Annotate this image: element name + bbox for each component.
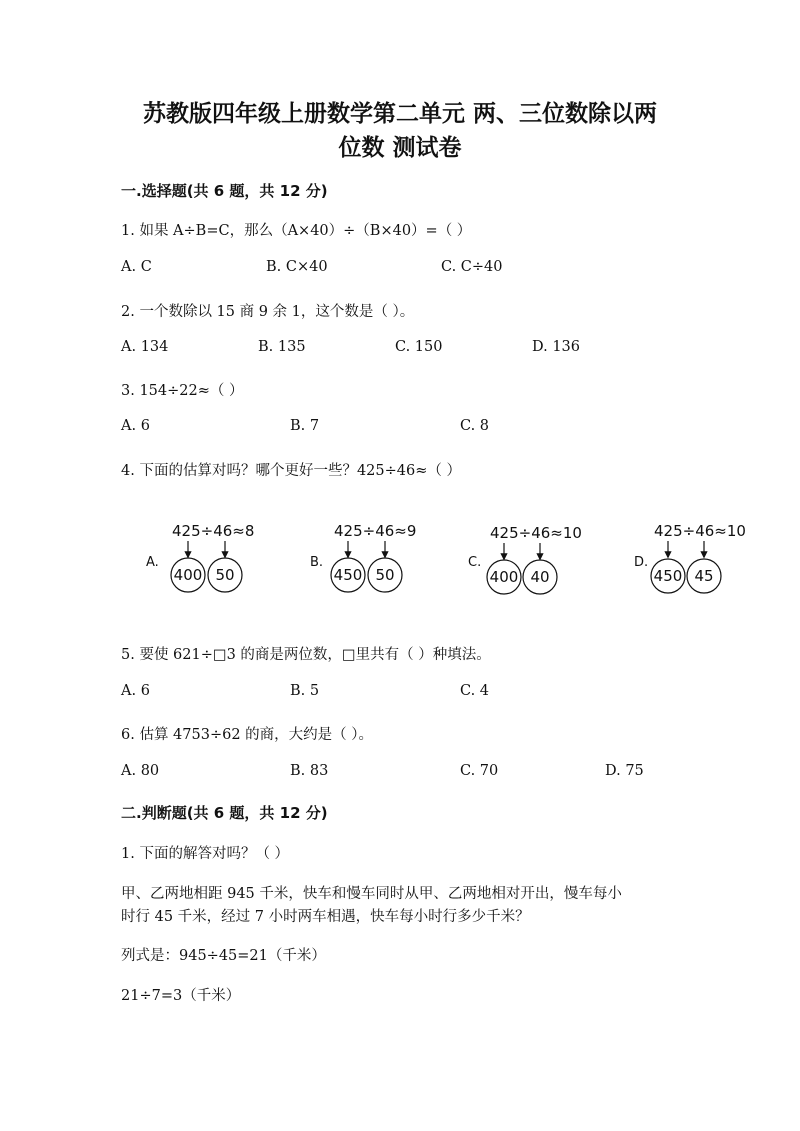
question-2: 2. 一个数除以 15 商 9 余 1，这个数是（ ）。 [121, 304, 415, 320]
figure-c-letter: C. [468, 555, 482, 570]
q5-option-c: C. 4 [460, 683, 490, 699]
judgement-problem-line-2: 时行 45 千米，经过 7 小时两车相遇，快车每小时行多少千米？ [121, 909, 530, 925]
estimation-figure [120, 510, 760, 610]
figure-d-right-value: 45 [694, 567, 714, 585]
page-title-line-1: 苏教版四年级上册数学第二单元 两、三位数除以两 [142, 101, 657, 127]
question-4: 4. 下面的估算对吗？哪个更好一些？425÷46≈（ ） [121, 463, 461, 479]
figure-option-b [310, 522, 416, 592]
figure-option-d [634, 522, 746, 593]
judgement-question-1: 1. 下面的解答对吗？（ ） [121, 846, 290, 862]
figure-b-right-value: 50 [375, 566, 395, 584]
judgement-work-line-2: 21÷7=3（千米） [121, 988, 241, 1004]
q1-option-a: A. C [121, 259, 152, 275]
figure-c-expression: 425÷46≈10 [490, 524, 582, 542]
figure-a-expression: 425÷46≈8 [172, 522, 255, 540]
figure-option-c [468, 524, 582, 594]
figure-c-left-value: 400 [489, 568, 519, 586]
q2-option-b: B. 135 [258, 339, 306, 355]
q2-option-c: C. 150 [395, 339, 443, 355]
judgement-problem-line-1: 甲、乙两地相距 945 千米，快车和慢车同时从甲、乙两地相对开出，慢车每小 [121, 886, 622, 902]
q1-option-c: C. C÷40 [441, 259, 503, 275]
figure-a-letter: A. [146, 555, 159, 570]
question-3: 3. 154÷22≈（ ） [121, 383, 244, 399]
q3-option-c: C. 8 [460, 418, 490, 434]
section-heading-choice: 一.选择题(共 6 题，共 12 分) [121, 182, 328, 200]
figure-b-left-value: 450 [333, 566, 363, 584]
figure-option-a [146, 522, 254, 592]
figure-b-letter: B. [310, 555, 324, 570]
q2-option-a: A. 134 [121, 339, 169, 355]
question-6: 6. 估算 4753÷62 的商，大约是（ ）。 [121, 727, 374, 743]
q5-option-a: A. 6 [121, 683, 150, 699]
question-1: 1. 如果 A÷B=C，那么（A×40）÷（B×40）=（ ） [121, 223, 472, 239]
figure-c-right-value: 40 [530, 568, 550, 586]
q1-option-b: B. C×40 [266, 259, 328, 275]
q3-option-a: A. 6 [121, 418, 150, 434]
q5-option-b: B. 5 [290, 683, 320, 699]
figure-d-letter: D. [634, 555, 649, 570]
question-5: 5. 要使 621÷□3 的商是两位数，□里共有（ ）种填法。 [121, 647, 491, 663]
q2-option-d: D. 136 [532, 339, 581, 355]
figure-d-left-value: 450 [653, 567, 683, 585]
figure-d-expression: 425÷46≈10 [654, 522, 746, 540]
figure-a-left-value: 400 [173, 566, 203, 584]
q6-option-b: B. 83 [290, 763, 329, 779]
figure-a-right-value: 50 [215, 566, 235, 584]
q6-option-c: C. 70 [460, 763, 499, 779]
judgement-work-line-1: 列式是：945÷45=21（千米） [121, 948, 326, 964]
q6-option-a: A. 80 [121, 763, 160, 779]
figure-b-expression: 425÷46≈9 [334, 522, 417, 540]
page-title-line-2: 位数 测试卷 [338, 135, 462, 161]
section-heading-judgement: 二.判断题(共 6 题，共 12 分) [121, 804, 328, 822]
q6-option-d: D. 75 [605, 763, 644, 779]
q3-option-b: B. 7 [290, 418, 320, 434]
